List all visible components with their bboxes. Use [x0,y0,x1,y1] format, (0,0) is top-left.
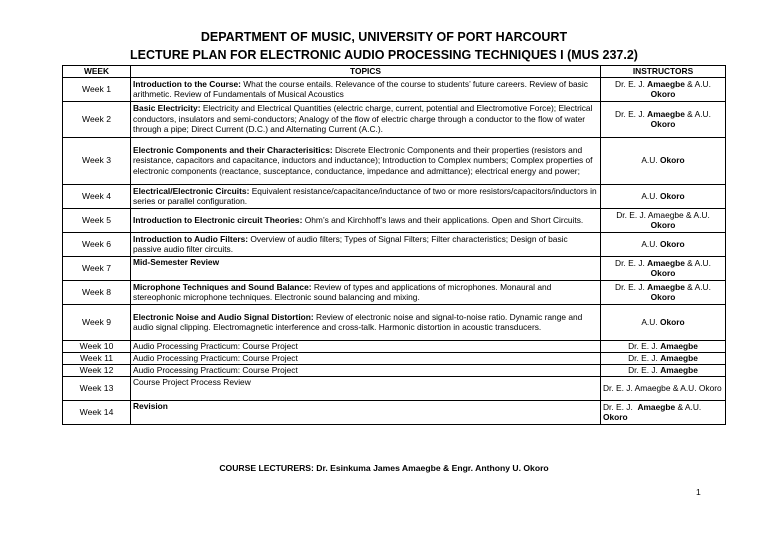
instructors-header: INSTRUCTORS [601,66,726,78]
topic-cell [131,184,601,208]
instructor-text: A.U. [641,155,660,166]
week-cell: Week 10 [63,340,131,352]
instructor-cell [601,364,726,376]
topic-cell [131,304,601,340]
instructor-text: Dr. E. J. [615,281,648,292]
topic-cell [131,400,601,424]
instructor-cell [601,208,726,232]
instructor-text: Dr. E. J. [628,340,661,351]
week-cell: Week 3 [63,137,131,184]
lecture-plan-table [62,65,726,425]
topic-description: What the course entails. Relevance of the course to students’ future careers. Review of basic arithmetic. Review of Fundamentals of Musical Acoustics [133,78,588,100]
instructor-text: Dr. E. J. [615,78,648,89]
topic-cell [131,340,601,352]
table-row [63,340,726,352]
week-cell: Week 8 [63,280,131,304]
instructor-text: Dr. E. J. [628,364,661,375]
topic-cell [131,232,601,256]
instructor-surname: Okoro [650,292,676,303]
instructor-surname: Amaegbe [647,78,685,89]
table-row [63,304,726,340]
table-header-row [63,66,726,78]
instructor-cell [601,304,726,340]
topic-title: Electronic Noise and Audio Signal Distortion: [133,311,314,322]
week-cell: Week 11 [63,352,131,364]
topic-description: Review of electronic noise and signal-to-noise ratio. Dynamic range and audio signal clipping. Electromagnetic interference and cross-talk. Harmonic distortion in acoustic transducers. [133,311,583,333]
instructor-cell [601,184,726,208]
instructor-text: Dr. E. J. [603,401,638,412]
instructor-text: & A.U. [684,108,714,119]
instructor-cell [601,256,726,280]
instructor-cell [601,232,726,256]
topics-header: TOPICS [131,66,601,78]
week-cell: Week 1 [63,77,131,101]
instructor-cell [601,400,726,424]
topic-title: Microphone Techniques and Sound Balance: [133,281,312,292]
instructor-surname: Okoro [650,268,676,279]
instructor-surname: Amaegbe [637,401,676,412]
week-cell: Week 7 [63,256,131,280]
topic-cell [131,77,601,101]
instructor-surname: Amaegbe [660,352,698,363]
instructor-cell [601,352,726,364]
instructor-surname: Amaegbe [660,340,698,351]
week-cell: Week 5 [63,208,131,232]
instructor-text: & A.U. [684,257,714,268]
topic-description: Audio Processing Practicum: Course Project [133,364,298,375]
topic-title: Electronic Components and their Characterisitics: [133,144,333,155]
instructor-surname: Okoro [650,220,676,231]
topic-title: Basic Electricity: [133,103,201,114]
course-lecturers: COURSE LECTURERS: Dr. Esinkuma James Amaegbe & Engr. Anthony U. Okoro [219,463,549,473]
instructor-cell [601,280,726,304]
week-cell: Week 2 [63,101,131,137]
topic-cell [131,280,601,304]
topic-cell [131,137,601,184]
instructor-surname: Okoro [659,238,685,249]
instructor-text: & A.U. [675,401,704,412]
instructor-text: & A.U. [684,78,714,89]
instructor-surname: Okoro [659,316,685,327]
topic-cell [131,101,601,137]
week-cell: Week 9 [63,304,131,340]
instructor-text: Dr. E. J. Amaegbe & A.U. [616,209,713,220]
week-cell: Week 4 [63,184,131,208]
instructor-cell [601,101,726,137]
instructor-surname: Okoro [650,89,676,100]
week-header: WEEK [63,66,131,78]
instructor-text: Dr. E. J. [615,257,648,268]
instructor-cell [601,77,726,101]
instructor-surname: Okoro [603,412,628,423]
instructor-surname: Okoro [659,155,685,166]
table-row [63,400,726,424]
instructor-cell [601,376,726,400]
table-row [63,364,726,376]
instructor-surname: Okoro [659,190,685,201]
instructor-text: Dr. E. J. [615,108,648,119]
instructor-surname: Amaegbe [647,257,685,268]
topic-cell [131,352,601,364]
topic-description: Overview of audio filters; Types of Signal Filters; Filter characteristics; Design of basic passive audio filter circuits. [133,233,568,255]
document-subtitle: LECTURE PLAN FOR ELECTRONIC AUDIO PROCESSING TECHNIQUES I (MUS 237.2) [130,48,638,62]
topic-cell [131,208,601,232]
instructor-surname: Amaegbe [647,108,685,119]
week-cell: Week 13 [63,376,131,400]
topic-cell [131,256,601,280]
table-row [63,208,726,232]
table-row [63,232,726,256]
topic-cell [131,376,601,400]
page-number: 1 [696,487,701,497]
topic-title: Revision [133,400,168,411]
table-row [63,77,726,101]
instructor-text: Dr. E. J. [628,352,661,363]
table-row [63,280,726,304]
instructor-text: A.U. [641,238,660,249]
table-row [63,137,726,184]
topic-title: Introduction to the Course: [133,78,241,89]
topic-description: Audio Processing Practicum: Course Project [133,352,298,363]
topic-description: Audio Processing Practicum: Course Project [133,340,298,351]
instructor-surname: Amaegbe [647,281,685,292]
instructor-text: A.U. [641,316,660,327]
document-title: DEPARTMENT OF MUSIC, UNIVERSITY OF PORT HARCOURT [200,30,568,44]
topic-cell [131,364,601,376]
week-cell: Week 14 [63,400,131,424]
topic-description: Electricity and Electrical Quantities (electric charge, current, potential and Electromotive Force); Electrical conductors, insulators and semi-conductors; Analogy of the flow of electric charge through a conductor to the flow of water through a pipe; Direct Current (D.C.) and Alternating Current (A.C.). [133,103,593,135]
table-row [63,101,726,137]
topic-title: Mid-Semester Review [133,256,220,267]
instructor-surname: Okoro [650,119,676,130]
week-cell: Week 6 [63,232,131,256]
topic-title: Introduction to Audio Filters: [133,233,249,244]
table-row [63,376,726,400]
table-row [63,352,726,364]
topic-title: Introduction to Electronic circuit Theories: [133,214,303,225]
instructor-text: & A.U. [684,281,714,292]
instructor-text: Dr. E. J. Amaegbe & A.U. Okoro [603,382,722,393]
instructor-surname: Amaegbe [660,364,698,375]
table-row [63,256,726,280]
instructor-text: A.U. [641,190,660,201]
topic-title: Electrical/Electronic Circuits: [133,185,250,196]
week-cell: Week 12 [63,364,131,376]
table-body [63,77,726,424]
instructor-cell [601,340,726,352]
topic-description: Ohm’s and Kirchhoff’s laws and their applications. Open and Short Circuits. [302,214,584,225]
instructor-cell [601,137,726,184]
topic-description: Equivalent resistance/capacitance/inductance of two or more resistors/capacitors/inductors in series or parallel configuration. [133,185,597,207]
topic-description: Discrete Electronic Components and their properties (resistors and resistance, capacitors and capacitance, inductors and inductance); Introduction to Complex numbers; Complex properties of electronic components (reactance, susceptance, conductance, impedance and admittance); electrical energy and power; [133,144,593,176]
topic-description: Course Project Process Review [133,376,251,387]
table-row [63,184,726,208]
topic-description: Review of types and applications of microphones. Monaural and stereophonic microphone techniques. Electronic sound balancing and mixing. [133,281,552,303]
